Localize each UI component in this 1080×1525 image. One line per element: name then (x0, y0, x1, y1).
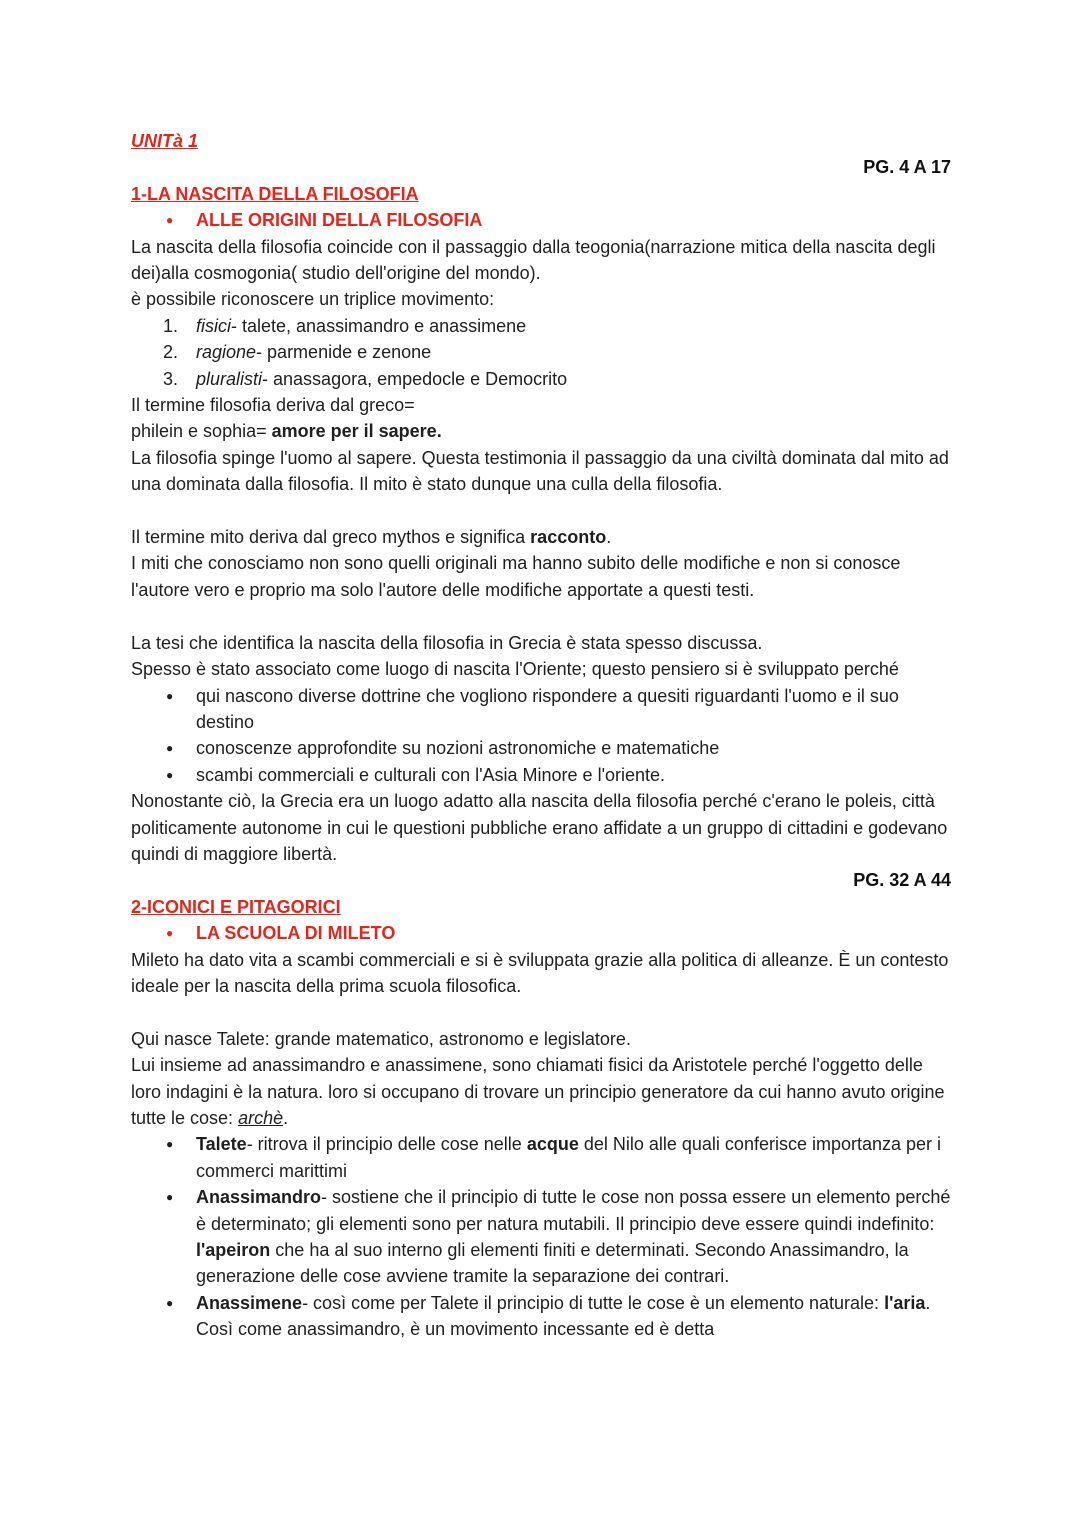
page-range-2: PG. 32 A 44 (853, 870, 951, 891)
subtitle-2: ● LA SCUOLA DI MILETO (131, 920, 951, 946)
paragraph-nonostante: Nonostante ciò, la Grecia era un luogo adatto alla nascita della filosofia perché c'erano le poleis, città politicamente autonome in cui le questioni pubbliche erano affidate a un gruppo di cittadini e godevano quindi di maggiore libertà. (131, 791, 948, 864)
paragraph-mileto: Mileto ha dato vita a scambi commerciali e si è sviluppata grazie alla politica di alleanze. È un contesto ideale per la nascita della prima scuola filosofica. (131, 949, 949, 996)
page-range-1: PG. 4 A 17 (863, 157, 951, 178)
paragraph-intro: La nascita della filosofia coincide con il passaggio dalla teogonia(narrazione mitica della nascita degli dei)alla cosmogonia( studio dell'origine del mondo). (131, 236, 936, 284)
list-item: ● scambi commerciali e culturali con l'Asia Minore e l'oriente. (131, 762, 951, 788)
list-item: ● Talete- ritrova il principio delle cose nelle acque del Nilo alle quali conferisce importanza per i commerci marittimi (131, 1131, 951, 1184)
list-item: 3. pluralisti- anassagora, empedocle e Democrito (163, 368, 568, 389)
list-item: ● qui nascono diverse dottrine che vogliono rispondere a quesiti riguardanti l'uomo e il suo destino (131, 683, 951, 736)
list-item: 2. ragione- parmenide e zenone (163, 342, 432, 363)
section-title-2: 2-ICONICI E PITAGORICI (131, 896, 341, 917)
list-item: ● Anassimene- così come per Talete il principio di tutte le cose è un elemento naturale: l'aria. Così come anassimandro, è un movimento incessante ed è detta (131, 1290, 951, 1343)
paragraph-tesi: La tesi che identifica la nascita della filosofia in Grecia è stata spesso discussa. (131, 632, 763, 653)
paragraph-talete-intro: Qui nasce Talete: grande matematico, astronomo e legislatore. (131, 1028, 631, 1049)
paragraph-triplice: è possibile riconoscere un triplice movimento: (131, 289, 495, 310)
paragraph-deriva: Il termine filosofia deriva dal greco= (131, 395, 415, 416)
paragraph-fisici: Lui insieme ad anassimandro e anassimene, sono chiamati fisici da Aristotele perché l'oggetto delle loro indagini è la natura. loro si occupano di trovare un principio generatore da cui hanno avuto origine tutte le cose: archè. (131, 1055, 945, 1128)
section-title-1: 1-LA NASCITA DELLA FILOSOFIA (131, 183, 419, 204)
list-item: 1. fisici- talete, anassimandro e anassimene (163, 315, 527, 336)
paragraph-oriente: Spesso è stato associato come luogo di nascita l'Oriente; questo pensiero si è sviluppato perché (131, 659, 899, 680)
reasons-list (131, 683, 951, 789)
subtitle-1: ● ALLE ORIGINI DELLA FILOSOFIA (131, 207, 951, 233)
paragraph-miti: I miti che conosciamo non sono quelli originali ma hanno subito delle modifiche e non si conosce l'autore vero e proprio ma solo l'autore delle modifiche apportate a questi testi. (131, 553, 901, 600)
paragraph-spinge: La filosofia spinge l'uomo al sapere. Questa testimonia il passaggio da una civiltà dominata dal mito ad una dominata dalla filosofia. Il mito è stato dunque una culla della filosofia. (131, 447, 949, 495)
movements-list (131, 313, 951, 392)
list-item: ● conoscenze approfondite su nozioni astronomiche e matematiche (131, 735, 951, 761)
paragraph-philein: philein e sophia= amore per il sapere. (131, 421, 442, 442)
list-item: ● Anassimandro- sostiene che il principio di tutte le cose non possa essere un elemento perché è determinato; gli elementi sono per natura mutabili. Il principio deve essere quindi indefinito: l'apeiron che ha al suo interno gli elementi finiti e determinati. Secondo Anassimandro, la generazione delle cose avviene tramite la separazione dei contrari. (131, 1184, 951, 1290)
subtitle-list-2 (131, 920, 951, 946)
unit-heading: UNITà 1 (131, 131, 199, 151)
philosophers-list (131, 1131, 951, 1342)
subtitle-list-1 (131, 207, 951, 233)
notes-content (131, 128, 951, 1343)
paragraph-mito: Il termine mito deriva dal greco mythos e significa racconto. (131, 527, 612, 548)
